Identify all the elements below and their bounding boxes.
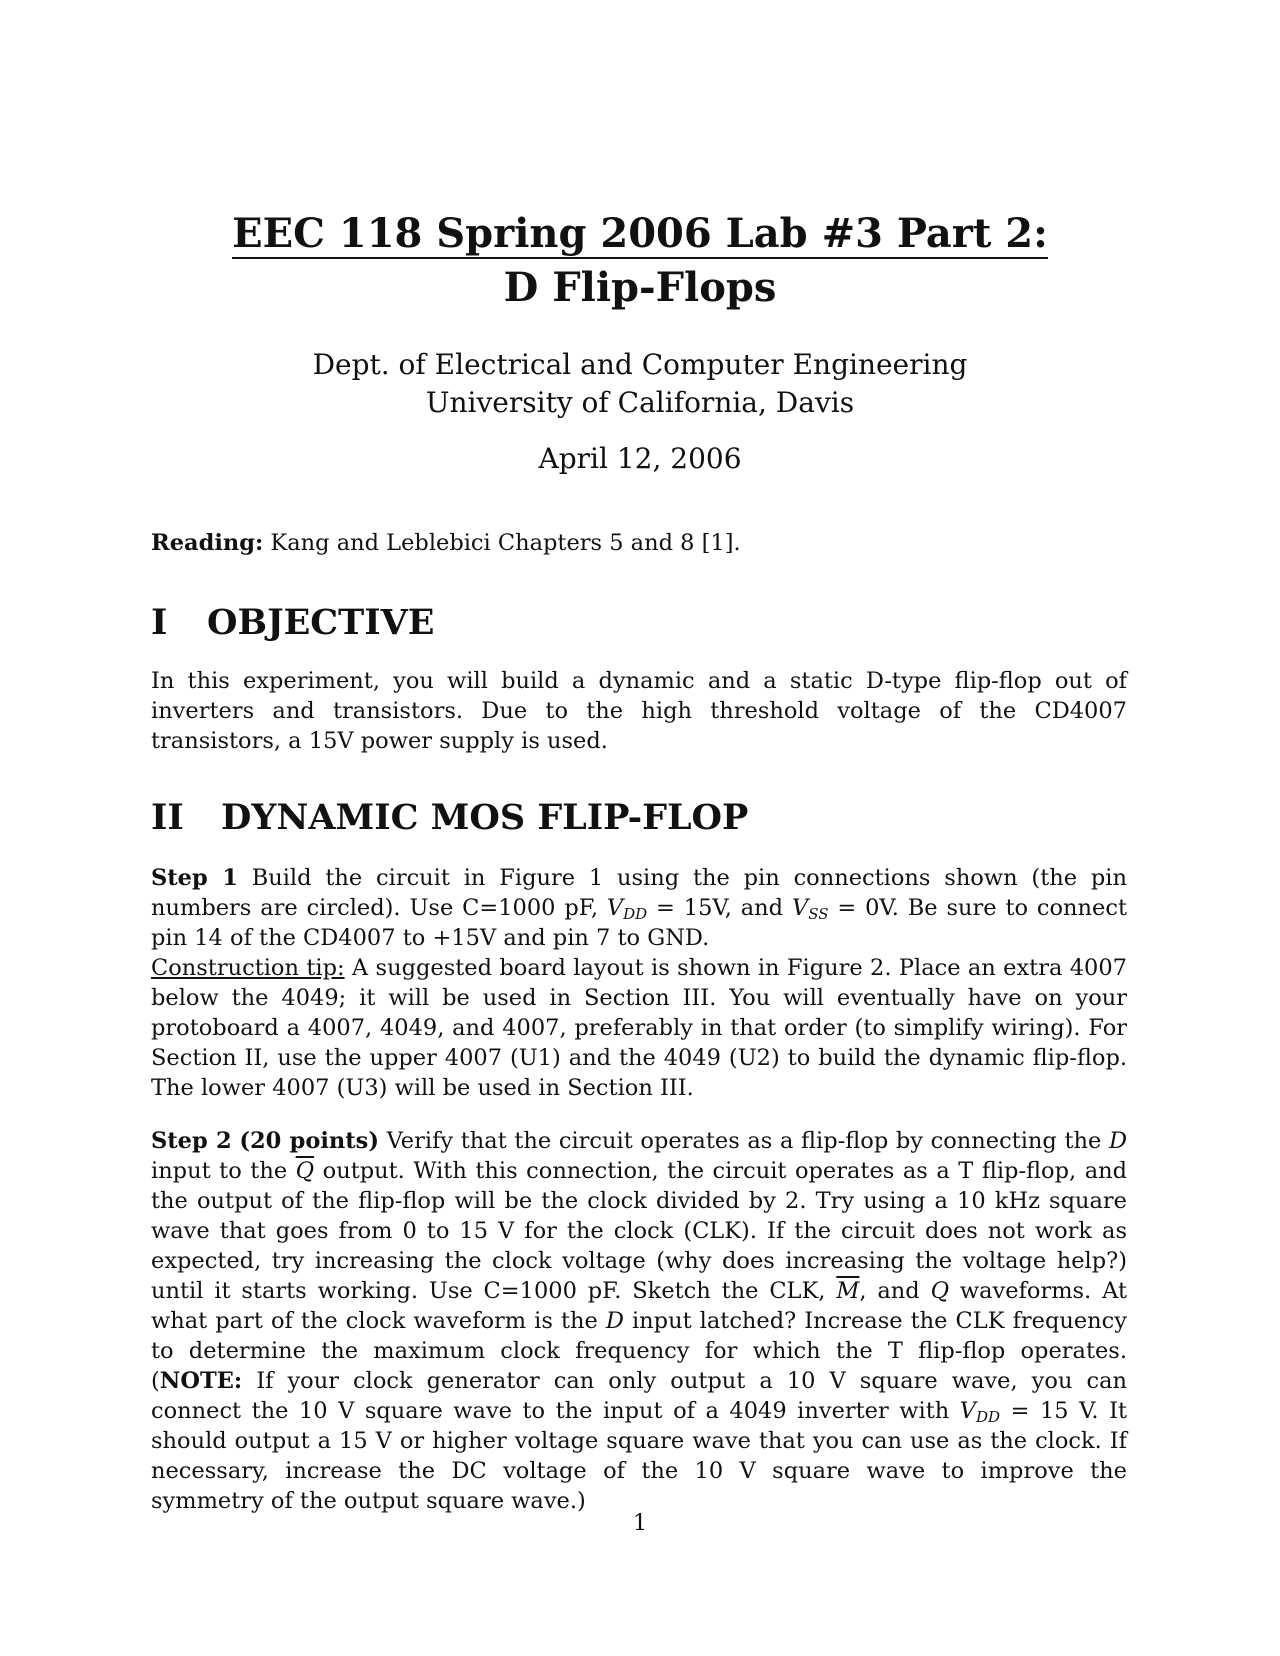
q-bar-symbol: $\overline{Q}$ [295, 1158, 315, 1184]
reading-line [151, 528, 1127, 558]
section-title: DYNAMIC MOS FLIP-FLOP [221, 797, 749, 838]
reading-text: Kang and Leblebici Chapters 5 and 8 [1]. [263, 530, 741, 556]
objective-paragraph: In this experiment, you will build a dynamic and a static D-type flip-flop out of inverters and transistors. Due to the high threshold voltage of the CD4007 transistors, a 15V power supply is used. [151, 668, 1127, 754]
construction-tip-label: Construction tip: [151, 955, 345, 981]
doc-title-line1: EEC 118 Spring 2006 Lab #3 Part 2: [232, 210, 1048, 257]
section-heading-objective [151, 602, 434, 644]
section-number: I [151, 602, 168, 643]
note-label: NOTE: [159, 1368, 243, 1394]
author-dept: Dept. of Electrical and Computer Engineering [312, 348, 968, 381]
page-number: 1 [632, 1510, 648, 1536]
step1-paragraph: Step 1 Build the circuit in Figure 1 using the pin connections shown (the pin numbers are circled). Use C=1000 pF, $V_{DD} = 15V$, and $V_{SS} = 0V$. Be sure to connect pin 14 of the CD4007 to +15V and pin 7 to GND. Construction tip: A suggested board layout is shown in Figure 2. Place an extra 4007 below the 4049; it will be used in Section III. You will eventually have on your protoboard a 4007, 4049, and 4007, preferably in that order (to simplify wiring). For Section II, use the upper 4007 (U1) and the 4049 (U2) to build the dynamic flip-flop. The lower 4007 (U3) will be used in Section III. [151, 865, 1128, 1101]
section-number: II [151, 797, 184, 838]
author-university: University of California, Davis [425, 386, 855, 419]
construction-tip-text: A suggested board layout is shown in Figure 2. Place an extra 4007 below the 4049; it will be used in Section III. You will eventually have on your protoboard a 4007, 4049, and 4007, preferably in that order (to simplify wiring). For Section II, use the upper 4007 (U1) and the 4049 (U2) to build the dynamic flip-flop. The lower 4007 (U3) will be used in Section III. [151, 955, 1128, 1101]
section-heading-dynamic [151, 797, 748, 839]
reading-label: Reading: [151, 530, 264, 556]
m-bar-symbol: $\overline{M}$ [836, 1278, 860, 1304]
doc-date: April 12, 2006 [538, 442, 742, 475]
step2-paragraph: Step 2 (20 points) Verify that the circuit operates as a flip-flop by connecting the D input to the $\overline{Q}$ output. With this connection, the circuit operates as a T flip-flop, and the output of the flip-flop will be the clock divided by 2. Try using a 10 kHz square wave that goes from 0 to 15 V for the clock (CLK). If the circuit does not work as expected, try increasing the clock voltage (why does increasing the voltage help?) until it starts working. Use C=1000 pF. Sketch the CLK, $\overline{M}$, and Q waveforms. At what part of the clock waveform is the D input latched? Increase the CLK frequency to determine the maximum clock frequency for which the T flip-flop operates. (NOTE: If your clock generator can only output a 10 V square wave, you can connect the 10 V square wave to the input of a 4049 inverter with $V_{DD} = 15$ V. It should output a 15 V or higher voltage square wave that you can use as the clock. If necessary, increase the DC voltage of the 10 V square wave to improve the symmetry of the output square wave.) [151, 1128, 1128, 1514]
doc-title-line2: D Flip-Flops [503, 264, 777, 311]
step2-label: Step 2 [151, 1128, 232, 1154]
section-title: OBJECTIVE [207, 602, 435, 643]
step1-label: Step 1 [151, 865, 238, 891]
step2-points: (20 points) [239, 1128, 379, 1154]
